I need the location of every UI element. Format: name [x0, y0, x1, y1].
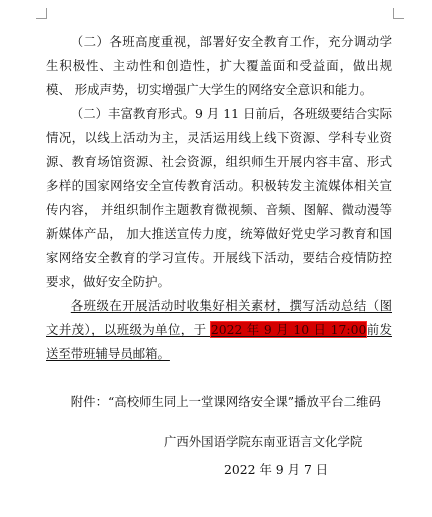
paragraph-deployment: （二）各班高度重视，部署好安全教育工作，充分调动学生积极性、主动性和创造性，扩大覆盖面和受益面，做出规模、 形成声势，切实增强广大学生的网络安全意识和能力。: [46, 34, 392, 97]
submission-text-after: 前发送至带班辅导员邮箱。: [46, 322, 392, 361]
signature-organization: 广西外国语学院东南亚语言文化学院: [164, 434, 363, 449]
document-body: [46, 30, 392, 414]
paragraph-education-forms: （二）丰富教育形式。9 月 11 日前后，各班级要结合实际情况，以线上活动为主，灵活运用线上线下资源、学科专业资源、教育场馆资源、社会资源，组织师生开展内容丰富、形式多样的国家网络安全宣传教育活动。积极转发主流媒体相关宣传内容， 并组织制作主题教育微视频、音频、图解、微动漫等新媒体产品， 加大推送宣传力度，统筹做好党史学习教育和国家网络安全教育的学习宣传。开展线下活动，要结合疫情防控要求，做好安全防护。: [46, 106, 392, 289]
page-corner-mark-left: [36, 8, 47, 19]
page-corner-mark-right: [393, 8, 404, 19]
paragraph-submission: [46, 294, 392, 366]
submission-text-before: 各班级在开展活动时收集好相关素材，撰写活动总结（图文并茂），以班级为单位，于: [46, 298, 392, 337]
deadline-highlight: 2022 年 9 月 10 日 17:00: [210, 322, 367, 337]
signature-date: 2022 年 9 月 7 日: [224, 462, 329, 477]
signature-block: [164, 428, 394, 484]
attachment-line: 附件：“高校师生同上一堂课网络安全课”播放平台二维码: [70, 394, 381, 409]
